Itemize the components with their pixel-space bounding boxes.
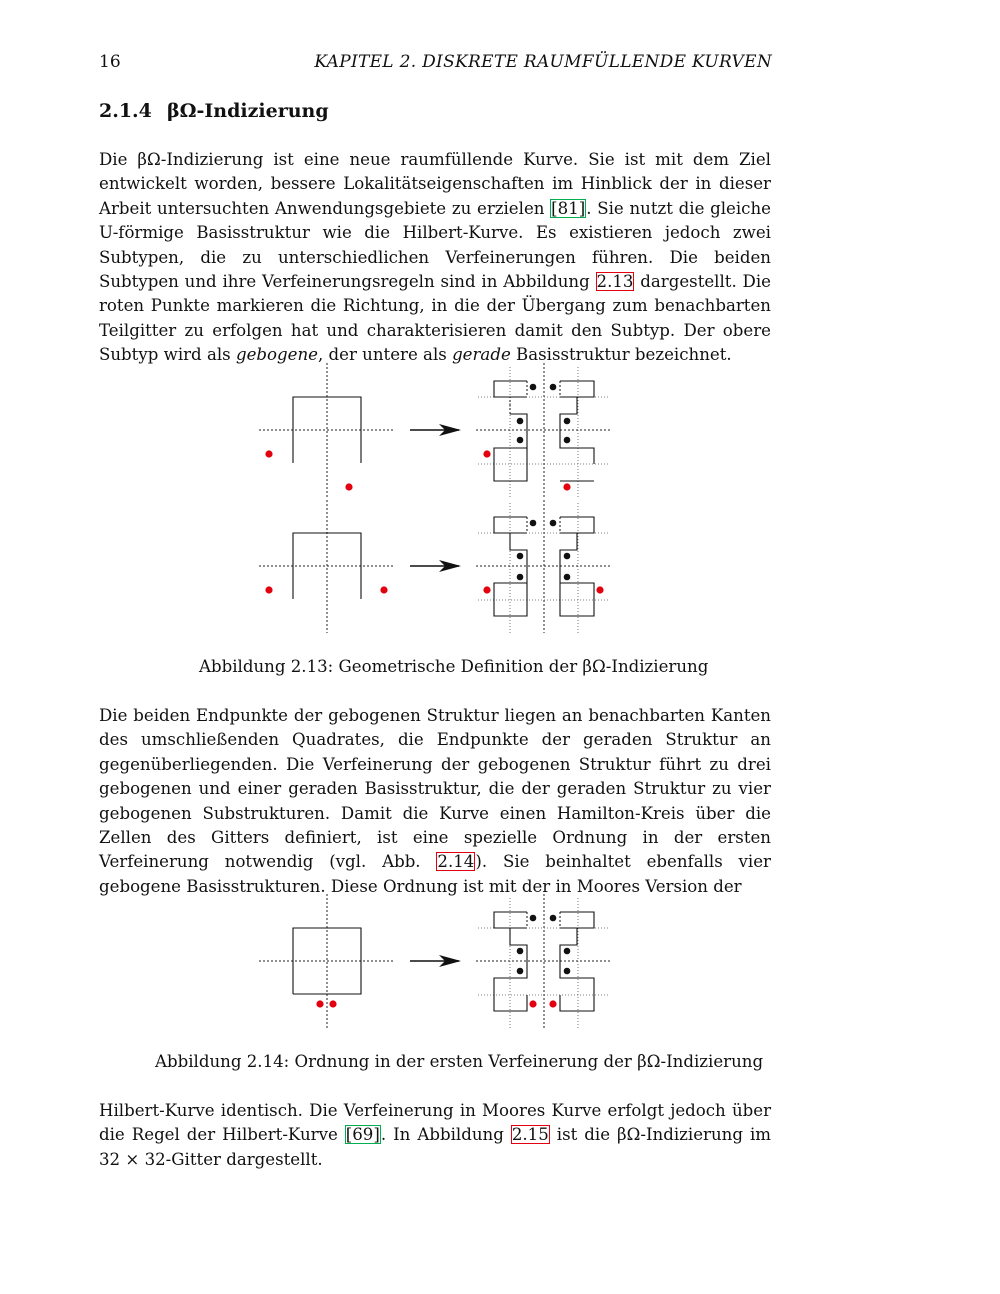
emphasis-term: gerade <box>452 345 511 365</box>
figure-2-14-diagram <box>0 890 1000 1030</box>
black-dot <box>530 384 537 391</box>
black-dot <box>517 948 524 955</box>
text-run: Die βΩ-Indizierung ist eine neue raumfüllende Kurve. Sie ist mit dem Ziel entwickelt worden, bessere Lokalitätseigenschaften im Hinblick der in dieser Arbeit untersuchten Anwendungsgebiete zu erzielen <box>99 150 771 218</box>
running-title: KAPITEL 2. DISKRETE RAUMFÜLLENDE KURVEN <box>314 52 772 72</box>
black-dot <box>517 437 524 444</box>
text-run: Die beiden Endpunkte der gebogenen Struktur liegen an benachbarten Kanten des umschließenden Quadrates, die Endpunkte der geraden Struktur an gegenüberliegenden. Die Verfeinerung der gebogenen Struktur führt zu drei gebogenen und einer geraden Basisstruktur, die der geraden Struktur zu vier gebogenen Substrukturen. Damit die Kurve einen Hamilton-Kreis über die Zellen des Gitters definiert, ist eine spezielle Ordnung in der ersten Verfeinerung notwendig (vgl. Abb. <box>99 706 771 872</box>
red-endpoint-dot <box>265 450 272 457</box>
figure-reference-link[interactable]: 2.14 <box>437 852 475 872</box>
red-endpoint-dot <box>529 1000 536 1007</box>
figure-2-13-diagram <box>0 355 1000 645</box>
citation-link[interactable]: [81] <box>551 198 586 218</box>
black-dot <box>564 418 571 425</box>
paragraph-intro <box>99 148 771 368</box>
figure-reference-link[interactable]: 2.15 <box>511 1125 549 1145</box>
black-dot <box>550 384 557 391</box>
straight-refinement <box>476 500 610 633</box>
black-dot <box>564 574 571 581</box>
text-run: , der untere als <box>317 345 453 365</box>
emphasis-term: gebogene <box>235 345 318 365</box>
red-endpoint-dot <box>329 1000 336 1007</box>
black-dot <box>530 915 537 922</box>
black-dot <box>564 968 571 975</box>
page-number: 16 <box>99 52 121 72</box>
section-title: βΩ-Indizierung <box>167 100 329 122</box>
text-run: ). Sie beinhaltet ebenfalls vier gebogene Basisstrukturen. Diese Ordnung ist mit der in Moores Version der <box>99 852 771 896</box>
red-endpoint-dot <box>483 586 490 593</box>
black-dot <box>564 553 571 560</box>
citation-link[interactable]: [69] <box>345 1125 380 1145</box>
red-endpoint-dot <box>345 483 352 490</box>
red-endpoint-dot <box>549 1000 556 1007</box>
moore-refinement <box>476 894 610 1028</box>
figure-reference-link[interactable]: 2.13 <box>596 272 634 292</box>
black-dot <box>530 520 537 527</box>
black-dot <box>517 553 524 560</box>
text-run: . In Abbildung <box>380 1125 511 1145</box>
text-run: dargestellt. Die roten Punkte markieren die Richtung, in die der Übergang zum benachbarten Teilgitter zu erfolgen hat und charakterisieren damit den Subtyp. Der obere Subtyp wird als <box>99 272 771 365</box>
figure-2-14-caption: Abbildung 2.14: Ordnung in der ersten Verfeinerung der βΩ-Indizierung <box>155 1052 764 1071</box>
figure-2-13-caption: Abbildung 2.13: Geometrische Definition der βΩ-Indizierung <box>199 657 709 676</box>
red-endpoint-dot <box>265 586 272 593</box>
black-dot <box>517 574 524 581</box>
black-dot <box>550 915 557 922</box>
moore-base-structure <box>259 894 394 1028</box>
bent-refinement <box>476 363 610 497</box>
bent-base-structure <box>259 363 394 497</box>
black-dot <box>564 437 571 444</box>
red-endpoint-dot <box>596 586 603 593</box>
text-run: ist die βΩ-Indizierung im 32 × 32-Gitter dargestellt. <box>99 1125 771 1169</box>
section-number: 2.1.4 <box>99 100 152 122</box>
red-endpoint-dot <box>563 483 570 490</box>
straight-base-structure <box>259 500 394 633</box>
text-run: . Sie nutzt die gleiche U-förmige Basisstruktur wie die Hilbert-Kurve. Es existieren jedoch zwei Subtypen, die zu unterschiedlichen Verfeinerungen führen. Die beiden Subtypen und ihre Verfeinerungsregeln sind in Abbildung <box>99 198 771 292</box>
red-endpoint-dot <box>316 1000 323 1007</box>
paragraph-structures <box>99 704 771 899</box>
black-dot <box>550 520 557 527</box>
text-run: Hilbert-Kurve identisch. Die Verfeinerung in Moores Kurve erfolgt jedoch über die Regel der Hilbert-Kurve <box>99 1101 771 1145</box>
red-endpoint-dot <box>483 450 490 457</box>
black-dot <box>564 948 571 955</box>
black-dot <box>517 418 524 425</box>
section-heading <box>99 100 329 122</box>
red-endpoint-dot <box>380 586 387 593</box>
text-run: Basisstruktur bezeichnet. <box>510 345 732 365</box>
paragraph-moore <box>99 1099 771 1172</box>
black-dot <box>517 968 524 975</box>
